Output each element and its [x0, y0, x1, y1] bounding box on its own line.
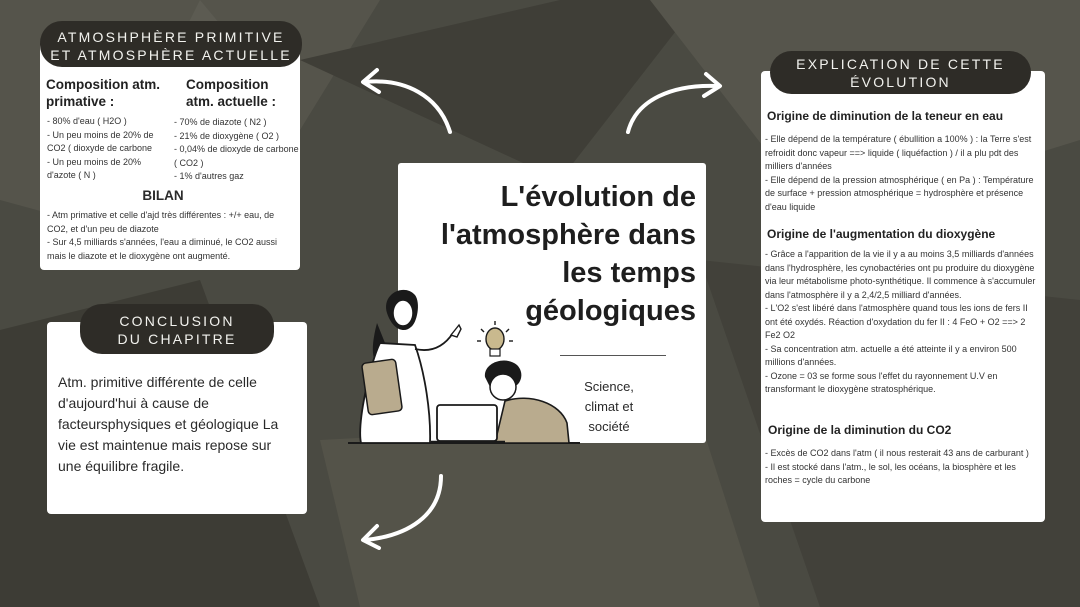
conclusion-text: Atm. primitive différente de celle d'aujourd'hui à cause de facteursphysiques et géologique La vie est maintenue mais repose sur une équilibre fragile.: [58, 374, 279, 474]
list-item: - Un peu moins de 20% de CO2 ( dioxyde de carbone: [47, 129, 154, 153]
list-item: - 1% d'autres gaz: [174, 171, 244, 181]
conclusion-header: [80, 304, 274, 354]
section-heading: Origine de diminution de la teneur en eau: [767, 109, 1004, 123]
section-heading: Origine de la diminution du CO2: [768, 423, 952, 437]
section-heading: Origine de l'augmentation du dioxygène: [767, 227, 996, 241]
list-item: - 0,04% de dioxyde de carbone ( CO2 ): [174, 144, 299, 168]
bilan-text: [47, 209, 295, 263]
list-item: - 80% d'eau ( H2O ): [47, 116, 127, 126]
primitive-composition-title: Composition atm. primative :: [46, 77, 160, 109]
study-illustration: [345, 283, 585, 448]
section-text: [765, 248, 1037, 397]
arrow-to-conclusion-icon: [355, 470, 451, 550]
composition-header: ATMOSHPHÈRE PRIMITIVE ET ATMOSPHÈRE ACTUELLE: [40, 21, 302, 67]
list-item: - Sur 4,5 milliards s'années, l'eau a diminué, le CO2 aussi mais le diazote et le dioxygène ont augmenté.: [47, 237, 278, 261]
primitive-composition-list: [47, 115, 167, 183]
list-item: - Excès de CO2 dans l'atm ( il nous resterait 43 ans de carburant ): [765, 448, 1029, 458]
actual-composition-list: [174, 116, 300, 184]
conclusion-header-line: DU CHAPITRE: [117, 331, 237, 347]
list-item: - 70% de diazote ( N2 ): [174, 117, 267, 127]
conclusion-header-line: CONCLUSION: [119, 313, 235, 329]
arrow-to-composition-icon: [355, 66, 455, 136]
page-subtitle: Science, climat et société: [584, 379, 634, 434]
list-item: - Il est stocké dans l'atm., le sol, les océans, la biosphère et les roches = cycle du carbone: [765, 461, 1016, 485]
list-item: - Sa concentration atm. actuelle a été atteinte il y a environ 500 millions d'années.: [765, 343, 1017, 367]
bilan-title: BILAN: [142, 188, 184, 203]
arrow-to-explanation-icon: [622, 70, 728, 136]
list-item: - Grâce a l'apparition de la vie il y a au moins 3,5 milliards d'années dans l'hydrosphère, les cynobactéries ont pu produire du dioxygène via leur métabolisme photo-synthétique. Il commence à s'accumuler dans l'atmosphère il y a 2,4/2,5 milliard d'années.: [765, 249, 1036, 300]
list-item: - Un peu moins de 20% d'azote ( N ): [47, 156, 142, 180]
list-item: - Ozone = 03 se forme sous l'effet du rayonnement U.V en transformant le dioxygène stratosphérique.: [765, 370, 998, 394]
explanation-header: EXPLICATION DE CETTE ÉVOLUTION: [770, 51, 1031, 94]
list-item: - Elle dépend de la pression atmosphérique ( en Pa ) : Température de surface + pression atmosphérique = hydrosphère et présence d'eau liquide: [765, 174, 1034, 212]
list-item: - Atm primative et celle d'ajd très différentes : +/+ eau, de CO2, et d'un peu de diazote: [47, 210, 275, 234]
actual-composition-title: Composition atm. actuelle :: [186, 77, 277, 109]
list-item: - 21% de dioxygène ( O2 ): [174, 130, 280, 141]
section-text: [765, 133, 1037, 214]
list-item: - L'O2 s'est libéré dans l'atmosphère quand tous les ions de fers II ont été oxydés. Réaction d'oxydation du fer II : 4 FeO + O2 ==> 2 Fe2 O2: [765, 303, 1028, 340]
page-title: L'évolution de l'atmosphère dans les temps géologiques: [440, 181, 696, 327]
list-item: - Elle dépend de la température ( ébullition a 100% ) : la Terre s'est refroidit donc vapeur ==> liquide ( liquéfaction ) / il a plu pdt des milliers d'années: [765, 134, 1032, 171]
section-text: [765, 447, 1037, 488]
